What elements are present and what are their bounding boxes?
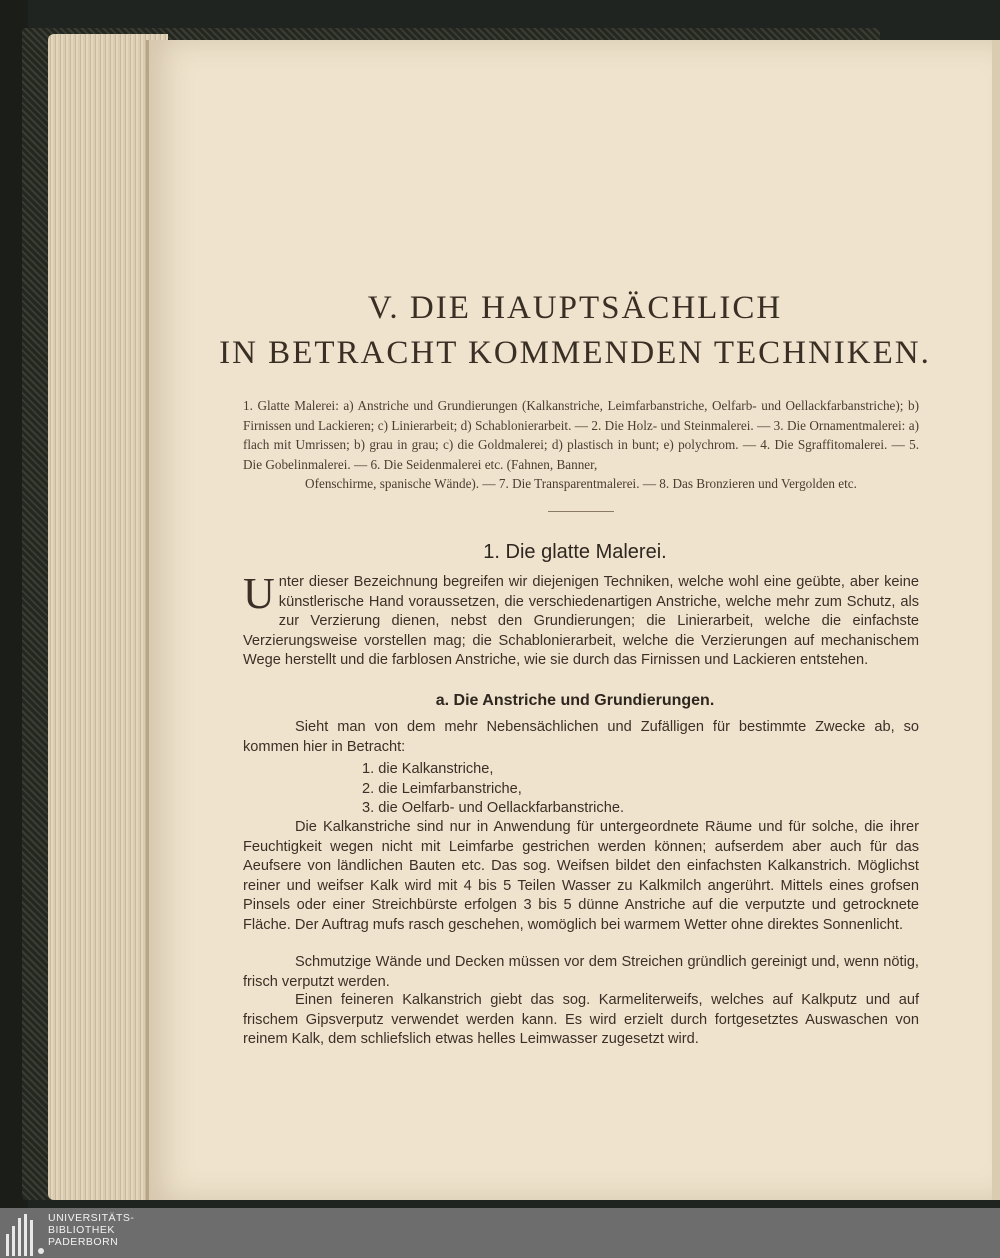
- list-item: 2. die Leimfarbanstriche,: [362, 780, 522, 797]
- paragraph-intro-text: nter dieser Bezeichnung begreifen wir diejenigen Techniken, welche wohl eine geübte, aber keine künstlerische Hand voraussetzen, die verschiedenartigen Anstriche, welche mehr zum Schutz, als zur Verzierung dienen, nebst den Grundierungen; die Linierarbeit, welche die einfachste Verzierungsweise vorstellen mag; die Schablonierarbeit, welche die Verzierungen auf mechanischem Wege herstellt und die farblosen Anstriche, wie sie durch das Firnissen und Lackieren entstehen.: [243, 574, 919, 669]
- library-logo-icon: [6, 1212, 40, 1256]
- chapter-contents: [243, 396, 919, 494]
- chapter-title-line1: V. DIE HAUPTSÄCHLICH: [367, 290, 783, 326]
- paragraph: Schmutzige Wände und Decken müssen vor dem Streichen gründlich gereinigt und, wenn nötig, frisch verputzt werden.: [243, 954, 919, 990]
- logo-dot-icon: [38, 1248, 44, 1254]
- library-footer: [0, 1208, 1000, 1258]
- library-name-line2: BIBLIOTHEK: [48, 1224, 115, 1236]
- contents-last-line: Ofenschirme, spanische Wände). — 7. Die Transparentmalerei. — 8. Das Bronzieren und Vergolden etc.: [305, 476, 857, 491]
- library-name-line3: PADERBORN: [48, 1236, 119, 1248]
- paragraph: Einen feineren Kalkanstrich giebt das sog. Karmeliterweifs, welches auf Kalkputz und auf frischem Gipsverputz verwendet werden kann. Es wird erzielt durch fortgesetztes Auswaschen von reinem Kalk, dem schliefslich etwas helles Leimwasser zugesetzt wird.: [243, 992, 919, 1048]
- chapter-title-line2: IN BETRACHT KOMMENDEN TECHNIKEN.: [219, 335, 931, 371]
- technique-list: [362, 760, 624, 819]
- drop-cap: U: [243, 569, 275, 618]
- paragraph: Die Kalkanstriche sind nur in Anwendung für untergeordnete Räume und für solche, die ihrer Feuchtigkeit wegen nicht mit Leimfarbe gestrichen werden können; aufserdem aber auch für das Aeufsere von ländlichen Bauten etc. Das sog. Weifsen bildet den einfachsten Kalkanstrich. Möglichst reiner und weifser Kalk wird mit 4 bis 5 Teilen Wasser zu Kalkmilch angerührt. Mittels eines grofsen Pinsels oder einer Streichbürste erfolgen 3 bis 5 dünne Anstriche auf die verputzte und getrocknete Fläche. Der Auftrag mufs rasch geschehen, womöglich bei warmem Wetter ohne direktes Sonnenlicht.: [243, 819, 919, 933]
- paragraph-intro: [243, 569, 919, 671]
- list-item: 3. die Oelfarb- und Oellackfarbanstriche.: [362, 800, 625, 817]
- paragraph: Sieht man von dem mehr Nebensächlichen und Zufälligen für bestimmte Zwecke ab, so kommen hier in Betracht:: [243, 719, 919, 755]
- page-gutter: [146, 40, 149, 1200]
- page-right-edge: [992, 40, 1000, 1200]
- library-name: [48, 1212, 134, 1248]
- list-item: 1. die Kalkanstriche,: [362, 761, 494, 777]
- section-divider: [548, 511, 614, 512]
- section-heading: 1. Die glatte Malerei.: [483, 541, 667, 563]
- contents-text: 1. Glatte Malerei: a) Anstriche und Grundierungen (Kalkanstriche, Leimfarbanstriche, Oelfarb- und Oellackfarbanstriche); b) Firnissen und Lackieren; c) Linierarbeit; d) Schablonierarbeit. — 2. Die Holz- und Steinmalerei. — 3. Die Ornamentmalerei: a) flach mit Umrissen; b) grau in grau; c) die Goldmalerei; d) plastisch in bunt; e) polychrom. — 4. Die Sgraffitomalerei. — 5. Die Gobelinmalerei. — 6. Die Seidenmalerei etc. (Fahnen, Banner,: [243, 398, 919, 472]
- subsection-heading: a. Die Anstriche und Grundierungen.: [435, 692, 715, 709]
- library-name-line1: UNIVERSITÄTS-: [48, 1212, 135, 1224]
